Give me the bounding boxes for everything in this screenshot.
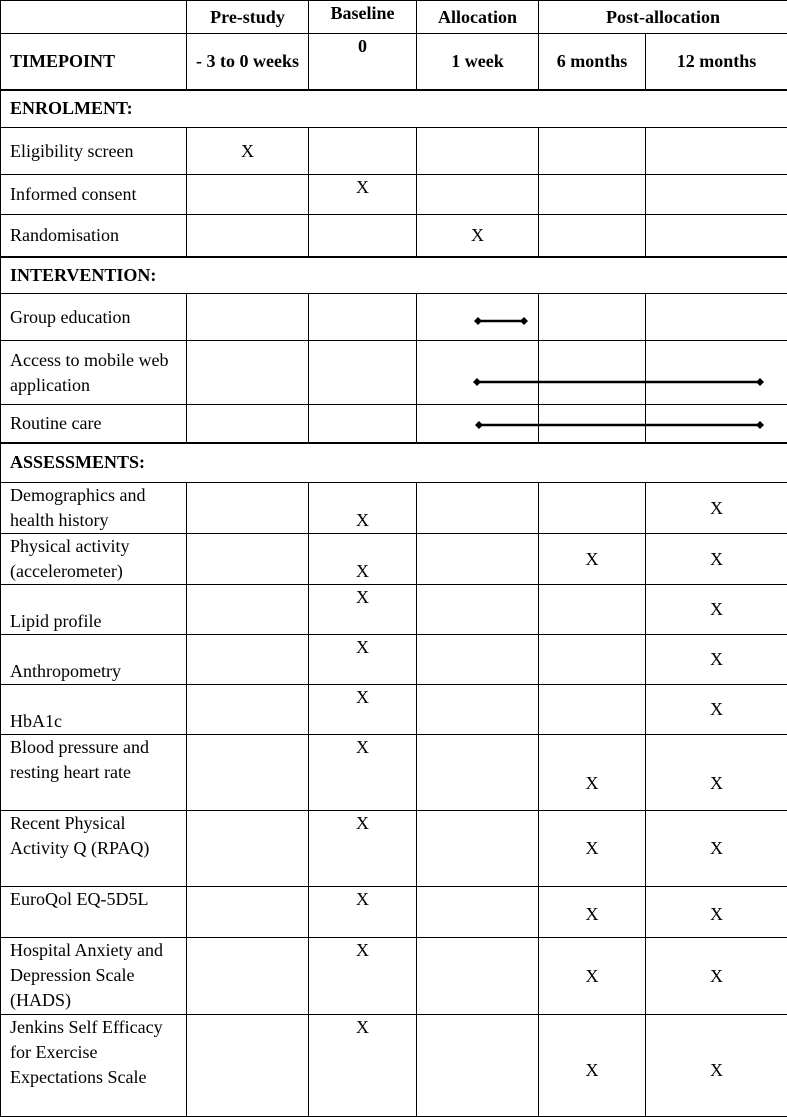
mark-twelve-months: X bbox=[646, 735, 787, 811]
table-row bbox=[1, 735, 787, 811]
table-row bbox=[1, 341, 787, 405]
mark-six-months: X bbox=[539, 735, 646, 811]
mark-baseline: X bbox=[309, 735, 417, 811]
empty-cell bbox=[187, 811, 309, 887]
empty-cell bbox=[417, 585, 539, 635]
timepoint-six-months: 6 months bbox=[539, 34, 646, 90]
row-label: Routine care bbox=[1, 405, 187, 443]
mark-baseline: X bbox=[309, 585, 417, 635]
table-row bbox=[1, 534, 787, 585]
row-label: Demographics and health history bbox=[1, 483, 187, 534]
empty-cell bbox=[417, 811, 539, 887]
empty-cell bbox=[646, 405, 787, 443]
mark-twelve-months bbox=[646, 215, 787, 257]
header-post-allocation: Post-allocation bbox=[539, 1, 787, 34]
empty-cell bbox=[187, 585, 309, 635]
empty-cell bbox=[539, 405, 646, 443]
row-label: Jenkins Self Efficacy for Exercise Expectations Scale bbox=[1, 1015, 187, 1117]
mark-twelve-months: X bbox=[646, 534, 787, 585]
mark-twelve-months: X bbox=[646, 685, 787, 735]
empty-cell bbox=[417, 887, 539, 938]
table-row bbox=[1, 938, 787, 1015]
empty-cell bbox=[417, 635, 539, 685]
mark-baseline bbox=[309, 215, 417, 257]
table-row bbox=[1, 405, 787, 443]
empty-cell bbox=[187, 534, 309, 585]
mark-twelve-months bbox=[646, 128, 787, 175]
empty-cell bbox=[417, 1015, 539, 1117]
header-group-row bbox=[1, 1, 787, 34]
mark-six-months bbox=[539, 483, 646, 534]
section-row-enrolment bbox=[1, 90, 787, 128]
row-label: HbA1c bbox=[1, 685, 187, 735]
empty-cell bbox=[417, 405, 539, 443]
header-corner-cell bbox=[1, 1, 187, 34]
empty-cell bbox=[187, 405, 309, 443]
table-row bbox=[1, 215, 787, 257]
mark-twelve-months: X bbox=[646, 1015, 787, 1117]
mark-pre-study bbox=[187, 215, 309, 257]
table-row bbox=[1, 1015, 787, 1117]
row-label: Eligibility screen bbox=[1, 128, 187, 175]
header-allocation: Allocation bbox=[417, 1, 539, 34]
timepoint-pre-study: - 3 to 0 weeks bbox=[187, 34, 309, 90]
timepoint-baseline: 0 bbox=[309, 34, 417, 90]
mark-six-months bbox=[539, 635, 646, 685]
empty-cell bbox=[187, 341, 309, 405]
table-row bbox=[1, 128, 787, 175]
empty-cell bbox=[646, 341, 787, 405]
mark-six-months bbox=[539, 685, 646, 735]
mark-twelve-months: X bbox=[646, 483, 787, 534]
mark-twelve-months bbox=[646, 175, 787, 215]
mark-twelve-months: X bbox=[646, 585, 787, 635]
timepoint-row bbox=[1, 34, 787, 90]
mark-twelve-months: X bbox=[646, 635, 787, 685]
header-baseline: Baseline bbox=[309, 1, 417, 34]
section-enrolment: ENROLMENT: bbox=[1, 90, 787, 128]
empty-cell bbox=[539, 294, 646, 341]
mark-baseline: X bbox=[309, 483, 417, 534]
mark-allocation bbox=[417, 175, 539, 215]
section-assessments: ASSESSMENTS: bbox=[1, 443, 787, 483]
mark-six-months: X bbox=[539, 887, 646, 938]
mark-six-months bbox=[539, 128, 646, 175]
empty-cell bbox=[187, 887, 309, 938]
row-label: Randomisation bbox=[1, 215, 187, 257]
mark-twelve-months: X bbox=[646, 811, 787, 887]
timepoint-label: TIMEPOINT bbox=[1, 34, 187, 90]
mark-baseline: X bbox=[309, 635, 417, 685]
mark-baseline: X bbox=[309, 811, 417, 887]
mark-twelve-months: X bbox=[646, 887, 787, 938]
mark-allocation bbox=[417, 128, 539, 175]
timepoint-allocation: 1 week bbox=[417, 34, 539, 90]
section-row-assessments bbox=[1, 443, 787, 483]
empty-cell bbox=[417, 685, 539, 735]
mark-baseline: X bbox=[309, 887, 417, 938]
empty-cell bbox=[539, 341, 646, 405]
empty-cell bbox=[417, 735, 539, 811]
row-label: Physical activity (accelerometer) bbox=[1, 534, 187, 585]
mark-six-months bbox=[539, 215, 646, 257]
empty-cell bbox=[187, 294, 309, 341]
mark-six-months bbox=[539, 585, 646, 635]
mark-baseline: X bbox=[309, 534, 417, 585]
empty-cell bbox=[417, 938, 539, 1015]
empty-cell bbox=[187, 483, 309, 534]
row-label: Group education bbox=[1, 294, 187, 341]
mark-six-months: X bbox=[539, 534, 646, 585]
empty-cell bbox=[417, 341, 539, 405]
row-label: Anthropometry bbox=[1, 635, 187, 685]
empty-cell bbox=[187, 938, 309, 1015]
mark-pre-study bbox=[187, 175, 309, 215]
table-row bbox=[1, 175, 787, 215]
empty-cell bbox=[417, 294, 539, 341]
mark-six-months: X bbox=[539, 938, 646, 1015]
row-label: Access to mobile web application bbox=[1, 341, 187, 405]
row-label: Informed consent bbox=[1, 175, 187, 215]
table-row bbox=[1, 887, 787, 938]
mark-six-months: X bbox=[539, 1015, 646, 1117]
empty-cell bbox=[187, 735, 309, 811]
mark-baseline bbox=[309, 128, 417, 175]
table-row bbox=[1, 294, 787, 341]
empty-cell bbox=[309, 405, 417, 443]
empty-cell bbox=[417, 483, 539, 534]
table-row bbox=[1, 585, 787, 635]
empty-cell bbox=[187, 635, 309, 685]
empty-cell bbox=[309, 294, 417, 341]
section-row-intervention bbox=[1, 257, 787, 294]
row-label: Blood pressure and resting heart rate bbox=[1, 735, 187, 811]
row-label: EuroQol EQ-5D5L bbox=[1, 887, 187, 938]
section-intervention: INTERVENTION: bbox=[1, 257, 787, 294]
row-label: Recent Physical Activity Q (RPAQ) bbox=[1, 811, 187, 887]
empty-cell bbox=[309, 341, 417, 405]
row-label: Hospital Anxiety and Depression Scale (HADS) bbox=[1, 938, 187, 1015]
mark-baseline: X bbox=[309, 938, 417, 1015]
empty-cell bbox=[417, 534, 539, 585]
mark-allocation: X bbox=[417, 215, 539, 257]
row-label: Lipid profile bbox=[1, 585, 187, 635]
empty-cell bbox=[646, 294, 787, 341]
timepoint-twelve-months: 12 months bbox=[646, 34, 787, 90]
mark-twelve-months: X bbox=[646, 938, 787, 1015]
mark-baseline: X bbox=[309, 1015, 417, 1117]
table-row bbox=[1, 811, 787, 887]
header-pre-study: Pre-study bbox=[187, 1, 309, 34]
mark-baseline: X bbox=[309, 175, 417, 215]
empty-cell bbox=[187, 1015, 309, 1117]
table-row bbox=[1, 635, 787, 685]
mark-six-months bbox=[539, 175, 646, 215]
table-row bbox=[1, 483, 787, 534]
empty-cell bbox=[187, 685, 309, 735]
mark-six-months: X bbox=[539, 811, 646, 887]
mark-baseline: X bbox=[309, 685, 417, 735]
mark-pre-study: X bbox=[187, 128, 309, 175]
table-row bbox=[1, 685, 787, 735]
